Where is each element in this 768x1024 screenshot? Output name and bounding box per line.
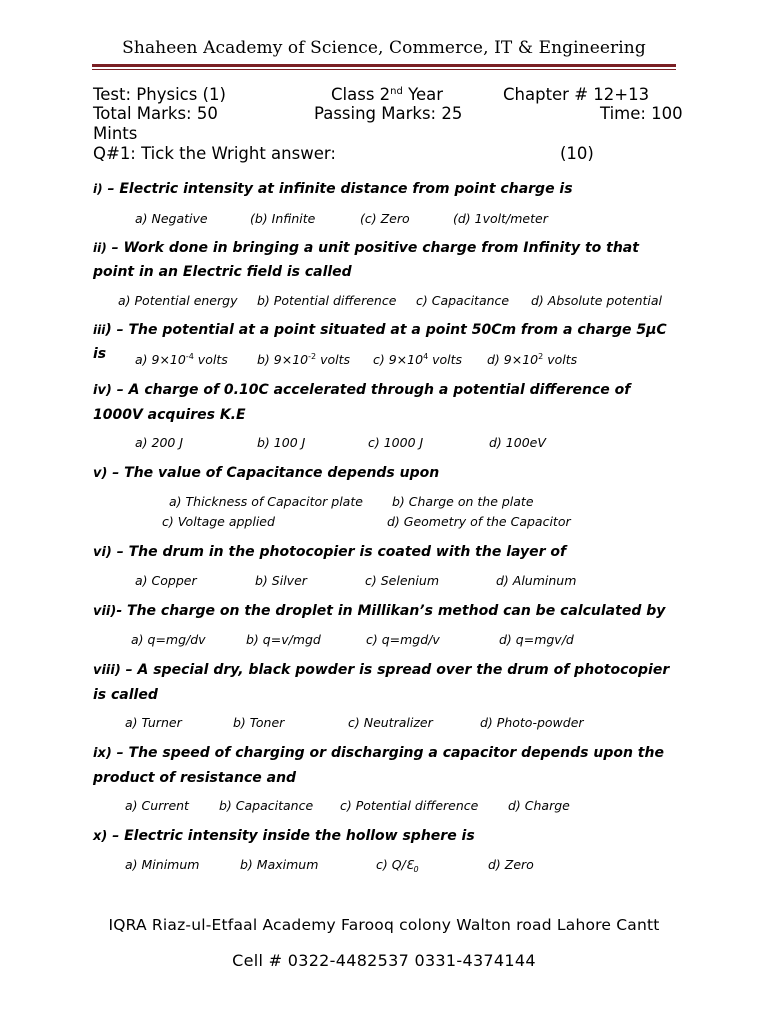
test-label: Test: Physics (1) (93, 85, 226, 104)
question-number: ii) (93, 241, 107, 255)
option-c: c) q=mgd/v (366, 632, 440, 647)
question-text: - The charge on the droplet in Millikan’s method can be calculated by (116, 603, 666, 619)
option-b: b) Charge on the plate (392, 494, 534, 509)
option-b: b) q=v/mgd (246, 632, 321, 647)
question-number: ix) (93, 746, 112, 761)
question-number: iii (93, 323, 106, 337)
option-c: c) Voltage applied (162, 514, 275, 529)
question-number: x) (93, 829, 108, 844)
option-a: a) Turner (125, 715, 182, 730)
question-text: – Electric intensity inside the hollow sphere is (107, 828, 475, 844)
question-text: – The speed of charging or discharging a capacitor depends upon the product of resistance and (93, 745, 664, 786)
option-c: c) Selenium (365, 573, 440, 588)
option-d: d) Absolute potential (531, 293, 662, 308)
question-text: – The value of Capacitance depends upon (107, 465, 440, 481)
option-d: d) Geometry of the Capacitor (387, 514, 571, 529)
option-b: b) Potential difference (257, 293, 397, 308)
footer-cell: Cell # 0322-4482537 0331-4374144 (232, 951, 536, 970)
option-a: a) $9\times 10^{-4}$ volts (135, 352, 228, 367)
option-d: d) q=mgv/d (499, 632, 574, 647)
question-text: ) – The potential at a point situated at a point 50Cm from a charge 5µC is (93, 322, 667, 362)
time-label: Time: 100 (600, 104, 683, 123)
header-rule-thin (92, 69, 676, 70)
question-text: – A charge of 0.10C accelerated through a potential difference of 1000V acquires K.E (93, 382, 631, 423)
question-text: – Electric intensity at infinite distance from point charge is (102, 181, 573, 197)
question-number: iv) (93, 383, 112, 398)
question-number: v) (93, 466, 108, 481)
option-c: c) Potential difference (340, 798, 479, 813)
academy-name: Shaheen Academy of Science, Commerce, IT & Engineering (122, 38, 646, 58)
question-6 (93, 540, 683, 565)
question-number: vii) (93, 604, 117, 619)
option-a: a) Current (125, 798, 189, 813)
option-b: b) $9\times 10^{-2}$ volts (257, 352, 351, 367)
option-d: d) Charge (508, 798, 570, 813)
question-1 (93, 177, 683, 201)
option-a: a) 200 J (135, 435, 184, 450)
option-b: b) Capacitance (219, 798, 314, 813)
time-unit: Mints (93, 124, 138, 143)
option-b: (b) Infinite (250, 211, 316, 226)
question-number: i) (93, 182, 103, 196)
option-d: d) $9\times 10^2$ volts (487, 352, 578, 367)
footer-address: IQRA Riaz-ul-Etfaal Academy Farooq colony Walton road Lahore Cantt (108, 916, 660, 934)
option-a: a) Minimum (125, 857, 200, 872)
question-5 (93, 461, 683, 486)
question-9 (93, 741, 683, 790)
option-b: b) Maximum (240, 857, 319, 872)
option-c: c) $Q/Ɛ_0$ (376, 857, 419, 874)
option-a: a) Negative (135, 211, 208, 226)
question-text: – Work done in bringing a unit positive charge from Infinity to that point in an Electric field is called (93, 240, 639, 280)
question-8 (93, 658, 683, 707)
chapter-label: Chapter # 12+13 (503, 85, 650, 104)
option-a: a) q=mg/dv (131, 632, 206, 647)
question-number: vi) (93, 545, 112, 560)
question-10 (93, 824, 683, 849)
option-a: a) Thickness of Capacitor plate (169, 494, 363, 509)
option-d: (d) 1volt/meter (453, 211, 548, 226)
option-b: b) Toner (233, 715, 285, 730)
option-a: a) Copper (135, 573, 197, 588)
option-a: a) Potential energy (118, 293, 238, 308)
passing-marks: Passing Marks: 25 (314, 104, 463, 123)
option-c: c) Neutralizer (348, 715, 433, 730)
option-c: (c) Zero (360, 211, 410, 226)
class-label: Class 2nd Year (331, 85, 444, 104)
total-marks: Total Marks: 50 (93, 104, 218, 123)
question-2 (93, 236, 683, 284)
question-text: – The drum in the photocopier is coated with the layer of (111, 544, 567, 560)
question-7 (93, 599, 683, 624)
option-c: c) 1000 J (368, 435, 424, 450)
question-text: – A special dry, black powder is spread over the drum of photocopier is called (93, 662, 670, 703)
option-c: c) $9\times 10^4$ volts (373, 352, 463, 367)
option-d: d) 100eV (489, 435, 546, 450)
option-d: d) Photo-powder (480, 715, 584, 730)
q1-marks: (10) (560, 144, 594, 163)
option-d: d) Zero (488, 857, 534, 872)
q1-title: Q#1: Tick the Wright answer: (93, 144, 336, 163)
option-b: b) Silver (255, 573, 307, 588)
option-c: c) Capacitance (416, 293, 510, 308)
option-b: b) 100 J (257, 435, 306, 450)
question-4 (93, 378, 683, 427)
header-rule-thick (92, 64, 676, 67)
question-number: viii) (93, 663, 121, 678)
option-d: d) Aluminum (496, 573, 577, 588)
